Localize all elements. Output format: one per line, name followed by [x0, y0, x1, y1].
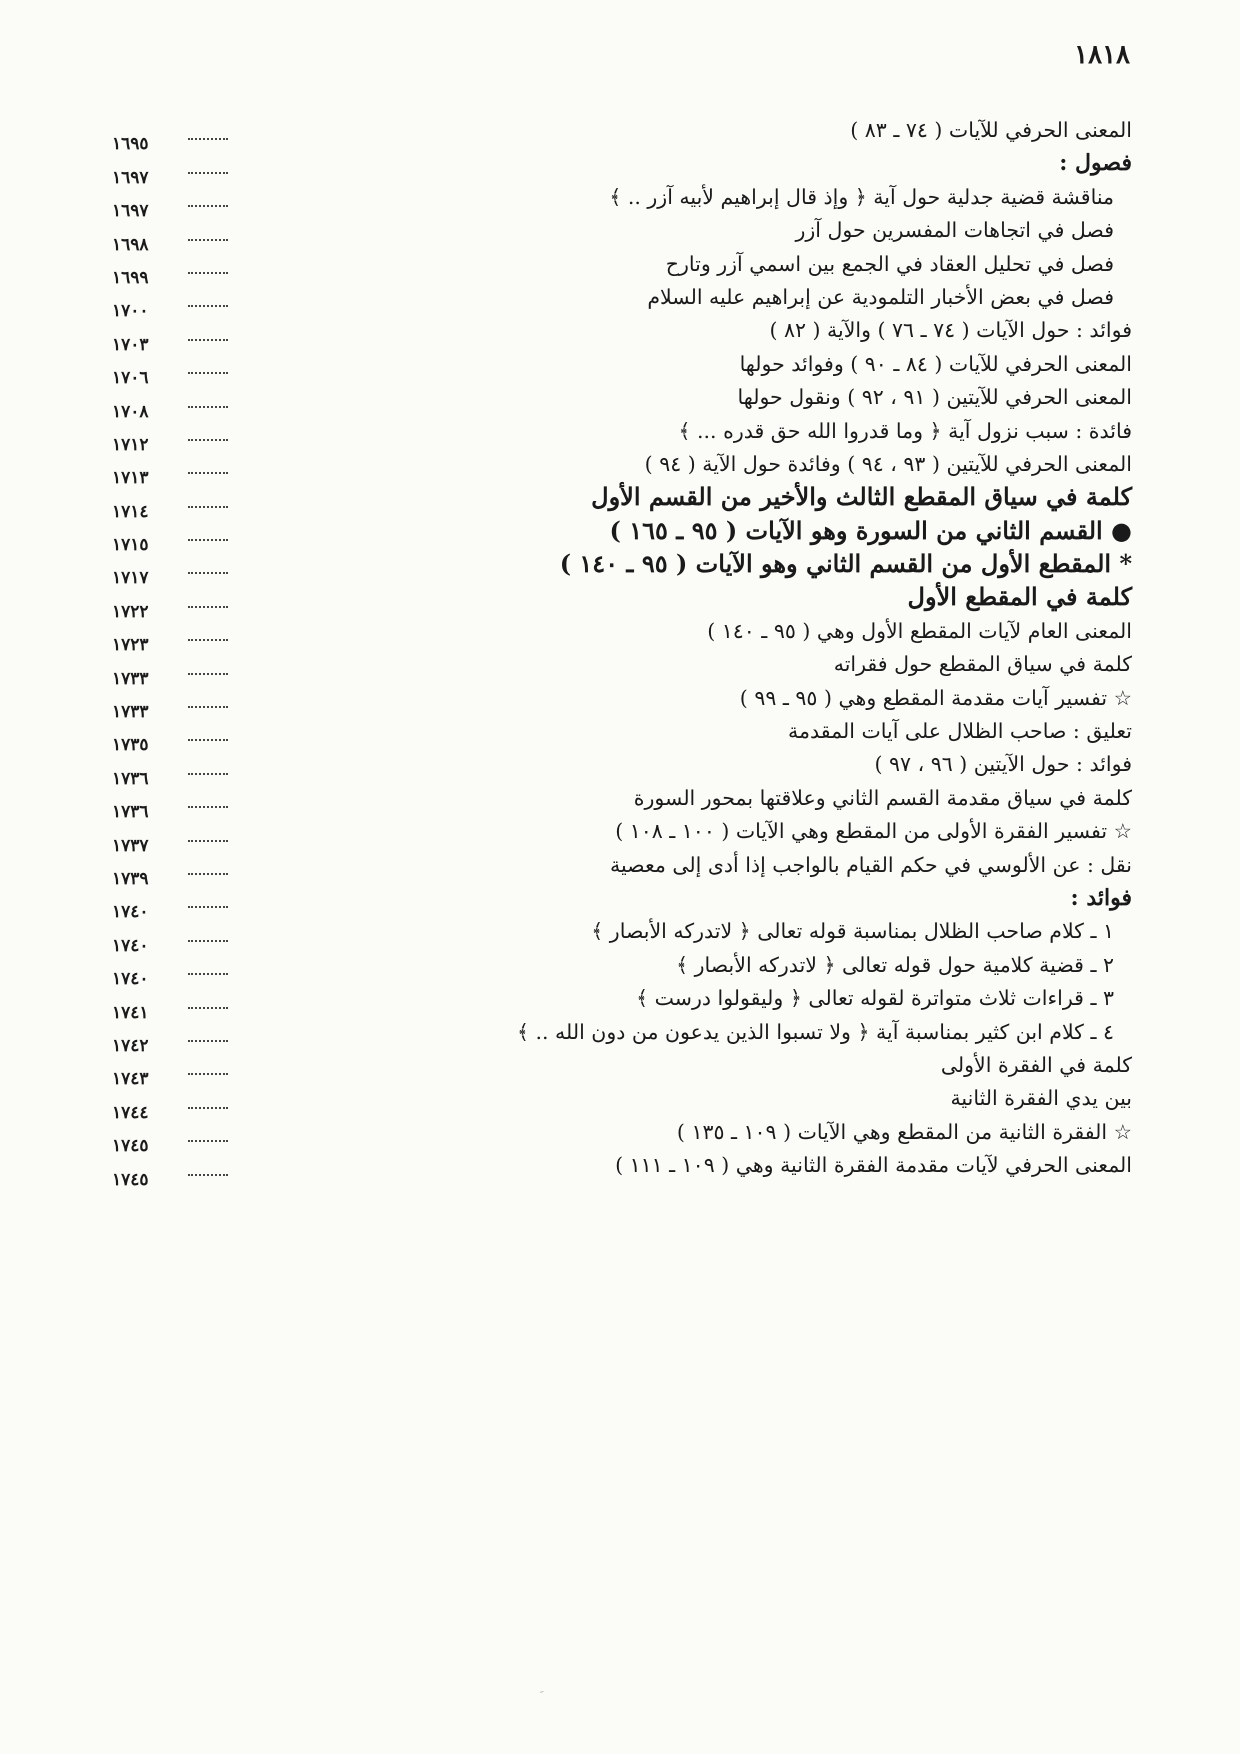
toc-entry-title: فوائد :	[1070, 884, 1132, 911]
toc-entry-title: فوائد : حول الآيات ( ٧٤ ـ ٧٦ ) والآية ( ٨٢ )	[769, 318, 1132, 343]
toc-entry-page: ١٧٣٥	[112, 735, 149, 756]
toc-entry	[112, 714, 1132, 756]
toc-entry-title: المعنى الحرفي للآيات ( ٨٤ ـ ٩٠ ) وفوائد حولها	[739, 351, 1132, 376]
dot-leader	[188, 439, 228, 441]
toc-entry	[112, 580, 1132, 622]
toc-entry-page: ١٧٤١	[112, 1002, 149, 1023]
toc-entry	[112, 747, 1132, 789]
toc-entry-title: ☆ الفقرة الثانية من المقطع وهي الآيات ( ١٠٩ ـ ١٣٥ )	[676, 1119, 1132, 1144]
dot-leader	[188, 1073, 228, 1075]
toc-entry-page: ١٧٤٢	[112, 1035, 149, 1056]
toc-entry-title: ٢ ـ قضية كلامية حول قوله تعالى ﴿ لاتدركه الأبصار ﴾	[676, 952, 1114, 977]
toc-entry-page: ١٦٩٧	[112, 167, 149, 188]
toc-entry	[112, 1115, 1132, 1157]
toc-entry	[112, 814, 1132, 856]
toc-entry-page: ١٦٩٩	[112, 267, 149, 288]
dot-leader	[188, 1140, 228, 1142]
toc-entry-page: ١٧٤٠	[112, 935, 149, 956]
toc-entry-title: * المقطع الأول من القسم الثاني وهو الآيات ( ٩٥ ـ ١٤٠ )	[559, 549, 1132, 579]
toc-entry-title: كلمة في سياق المقطع حول فقراته	[833, 652, 1132, 677]
toc-entry-page: ١٧٣٦	[112, 768, 149, 789]
toc-entry-page: ١٧٣٩	[112, 868, 149, 889]
toc-entry	[112, 213, 1132, 255]
toc-entry	[112, 113, 1132, 155]
dot-leader	[188, 973, 228, 975]
toc-entry-title: كلمة في سياق المقطع الثالث والأخير من القسم الأول	[591, 482, 1132, 512]
toc-entry	[112, 514, 1132, 556]
dot-leader	[188, 1040, 228, 1042]
dot-leader	[188, 205, 228, 207]
dot-leader	[188, 606, 228, 608]
toc-entry-page: ١٧١٥	[112, 535, 149, 556]
toc-entry-page: ١٦٩٧	[112, 201, 149, 222]
toc-entry-page: ١٧٠٨	[112, 401, 149, 422]
toc-entry-title: كلمة في المقطع الأول	[907, 582, 1132, 612]
toc-entry-page: ١٧٤٤	[112, 1102, 149, 1123]
dot-leader	[188, 272, 228, 274]
toc-entry-title: فائدة : سبب نزول آية ﴿ وما قدروا الله حق قدره ... ﴾	[678, 418, 1132, 443]
toc-entry	[112, 146, 1132, 188]
toc-entry-title: ☆ تفسير الفقرة الأولى من المقطع وهي الآيات ( ١٠٠ ـ ١٠٨ )	[615, 819, 1132, 844]
toc-entry	[112, 247, 1132, 288]
toc-entry-page: ١٧٤٠	[112, 902, 149, 923]
toc-entry-title: ☆ تفسير آيات مقدمة المقطع وهي ( ٩٥ ـ ٩٩ )	[739, 685, 1132, 710]
toc-entry-title: تعليق : صاحب الظلال على آيات المقدمة	[788, 719, 1132, 744]
toc-entry-title: فصل في تحليل العقاد في الجمع بين اسمي آزر وتارح	[665, 251, 1114, 276]
dot-leader	[188, 1007, 228, 1009]
toc-entry-page: ١٧٤٥	[112, 1169, 149, 1190]
toc-entry-page: ١٧١٣	[112, 468, 149, 489]
toc-entry-title: فصل في اتجاهات المفسرين حول آزر	[795, 218, 1114, 243]
dot-leader	[188, 773, 228, 775]
dot-leader	[188, 873, 228, 875]
dot-leader	[188, 172, 228, 174]
toc-entry-page: ١٧٠٣	[112, 334, 149, 355]
dot-leader	[188, 739, 228, 741]
page-number: ١٨١٨	[1074, 40, 1130, 70]
dot-leader	[188, 840, 228, 842]
toc-entry-title: ٣ ـ قراءات ثلاث متواترة لقوله تعالى ﴿ وليقولوا درست ﴾	[636, 986, 1114, 1011]
toc-entry	[112, 948, 1132, 990]
toc-entry-title: كلمة في سياق مقدمة القسم الثاني وعلاقتها بمحور السورة	[633, 785, 1132, 810]
toc-entry	[112, 447, 1132, 489]
toc-entry-page: ١٧٠٠	[112, 301, 149, 322]
scan-speck: ﹺ	[540, 1680, 544, 1694]
toc-entry	[112, 280, 1132, 322]
toc-entry	[112, 313, 1132, 355]
dot-leader	[188, 1174, 228, 1176]
toc-entry-title: فصل في بعض الأخبار التلمودية عن إبراهيم عليه السلام	[647, 284, 1114, 309]
dot-leader	[188, 239, 228, 241]
toc-entry-title: كلمة في الفقرة الأولى	[940, 1052, 1132, 1077]
toc-entry	[112, 647, 1132, 689]
dot-leader	[188, 1107, 228, 1109]
dot-leader	[188, 806, 228, 808]
toc-entry-page: ١٧٣٦	[112, 802, 149, 823]
toc-entry	[112, 1048, 1132, 1090]
dot-leader	[188, 506, 228, 508]
dot-leader	[188, 406, 228, 408]
dot-leader	[188, 138, 228, 140]
toc-entry-title: بين يدي الفقرة الثانية	[950, 1086, 1132, 1111]
toc-entry-page: ١٧٣٣	[112, 702, 149, 723]
toc-entry-title: المعنى العام لآيات المقطع الأول وهي ( ٩٥ ـ ١٤٠ )	[707, 618, 1132, 643]
toc-entry-title: المعنى الحرفي للآيتين ( ٩١ ، ٩٢ ) ونقول حولها	[737, 385, 1132, 410]
dot-leader	[188, 339, 228, 341]
toc-entry	[112, 380, 1132, 422]
toc-entry-title: فصول :	[1059, 150, 1132, 177]
toc-entry-title: ١ ـ كلام صاحب الظلال بمناسبة قوله تعالى ﴿ لاتدركه الأبصار ﴾	[591, 919, 1114, 944]
toc-entry-page: ١٧٢٢	[112, 601, 149, 622]
dot-leader	[188, 472, 228, 474]
dot-leader	[188, 539, 228, 541]
toc-entry	[112, 1015, 1132, 1056]
toc-entry	[112, 914, 1132, 956]
dot-leader	[188, 906, 228, 908]
toc-entry-page: ١٦٩٥	[112, 134, 149, 155]
toc-entry-title: مناقشة قضية جدلية حول آية ﴿ وإذ قال إبراهيم لأبيه آزر .. ﴾	[609, 184, 1114, 209]
toc-entry-page: ١٧٣٣	[112, 668, 149, 689]
toc-entry-title: نقل : عن الألوسي في حكم القيام بالواجب إذا أدى إلى معصية	[610, 852, 1132, 877]
toc-entry-title: المعنى الحرفي للآيتين ( ٩٣ ، ٩٤ ) وفائدة حول الآية ( ٩٤ )	[644, 451, 1132, 476]
dot-leader	[188, 372, 228, 374]
toc-entry-page: ١٧١٤	[112, 501, 149, 522]
toc-entry	[112, 1148, 1132, 1190]
toc-entry	[112, 414, 1132, 455]
toc-entry-page: ١٧٣٧	[112, 835, 149, 856]
toc-entry	[112, 881, 1132, 923]
toc-entry-page: ١٧١٧	[112, 568, 149, 589]
toc-entry-page: ١٧٢٣	[112, 635, 149, 656]
toc-entry-title: المعنى الحرفي للآيات ( ٧٤ ـ ٨٣ )	[850, 118, 1132, 142]
dot-leader	[188, 706, 228, 708]
toc-entry-page: ١٧١٢	[112, 434, 149, 455]
toc-entry	[112, 347, 1132, 389]
dot-leader	[188, 940, 228, 942]
toc-entry-page: ١٧٤٥	[112, 1136, 149, 1157]
toc-entry-title: ٤ ـ كلام ابن كثير بمناسبة آية ﴿ ولا تسبوا الذين يدعون من دون الله .. ﴾	[516, 1019, 1114, 1044]
dot-leader	[188, 305, 228, 307]
toc-entry	[112, 614, 1132, 656]
toc-entry	[112, 547, 1132, 589]
dot-leader	[188, 572, 228, 574]
toc-entry	[112, 1081, 1132, 1123]
toc-entry-title: ● القسم الثاني من السورة وهو الآيات ( ٩٥ ـ ١٦٥ )	[609, 515, 1132, 545]
toc-entry-page: ١٦٩٨	[112, 234, 149, 255]
toc-entry-page: ١٧٠٦	[112, 368, 149, 389]
table-of-contents	[112, 113, 1132, 1190]
toc-entry-page: ١٧٤٣	[112, 1069, 149, 1090]
toc-entry	[112, 981, 1132, 1023]
toc-entry-page: ١٧٤٠	[112, 969, 149, 990]
toc-entry	[112, 480, 1132, 522]
toc-entry	[112, 848, 1132, 889]
toc-entry	[112, 681, 1132, 723]
toc-entry	[112, 180, 1132, 222]
dot-leader	[188, 673, 228, 675]
dot-leader	[188, 639, 228, 641]
toc-entry	[112, 781, 1132, 823]
toc-entry-title: المعنى الحرفي لآيات مقدمة الفقرة الثانية وهي ( ١٠٩ ـ ١١١ )	[615, 1153, 1132, 1178]
toc-entry-title: فوائد : حول الآيتين ( ٩٦ ، ٩٧ )	[874, 752, 1132, 777]
